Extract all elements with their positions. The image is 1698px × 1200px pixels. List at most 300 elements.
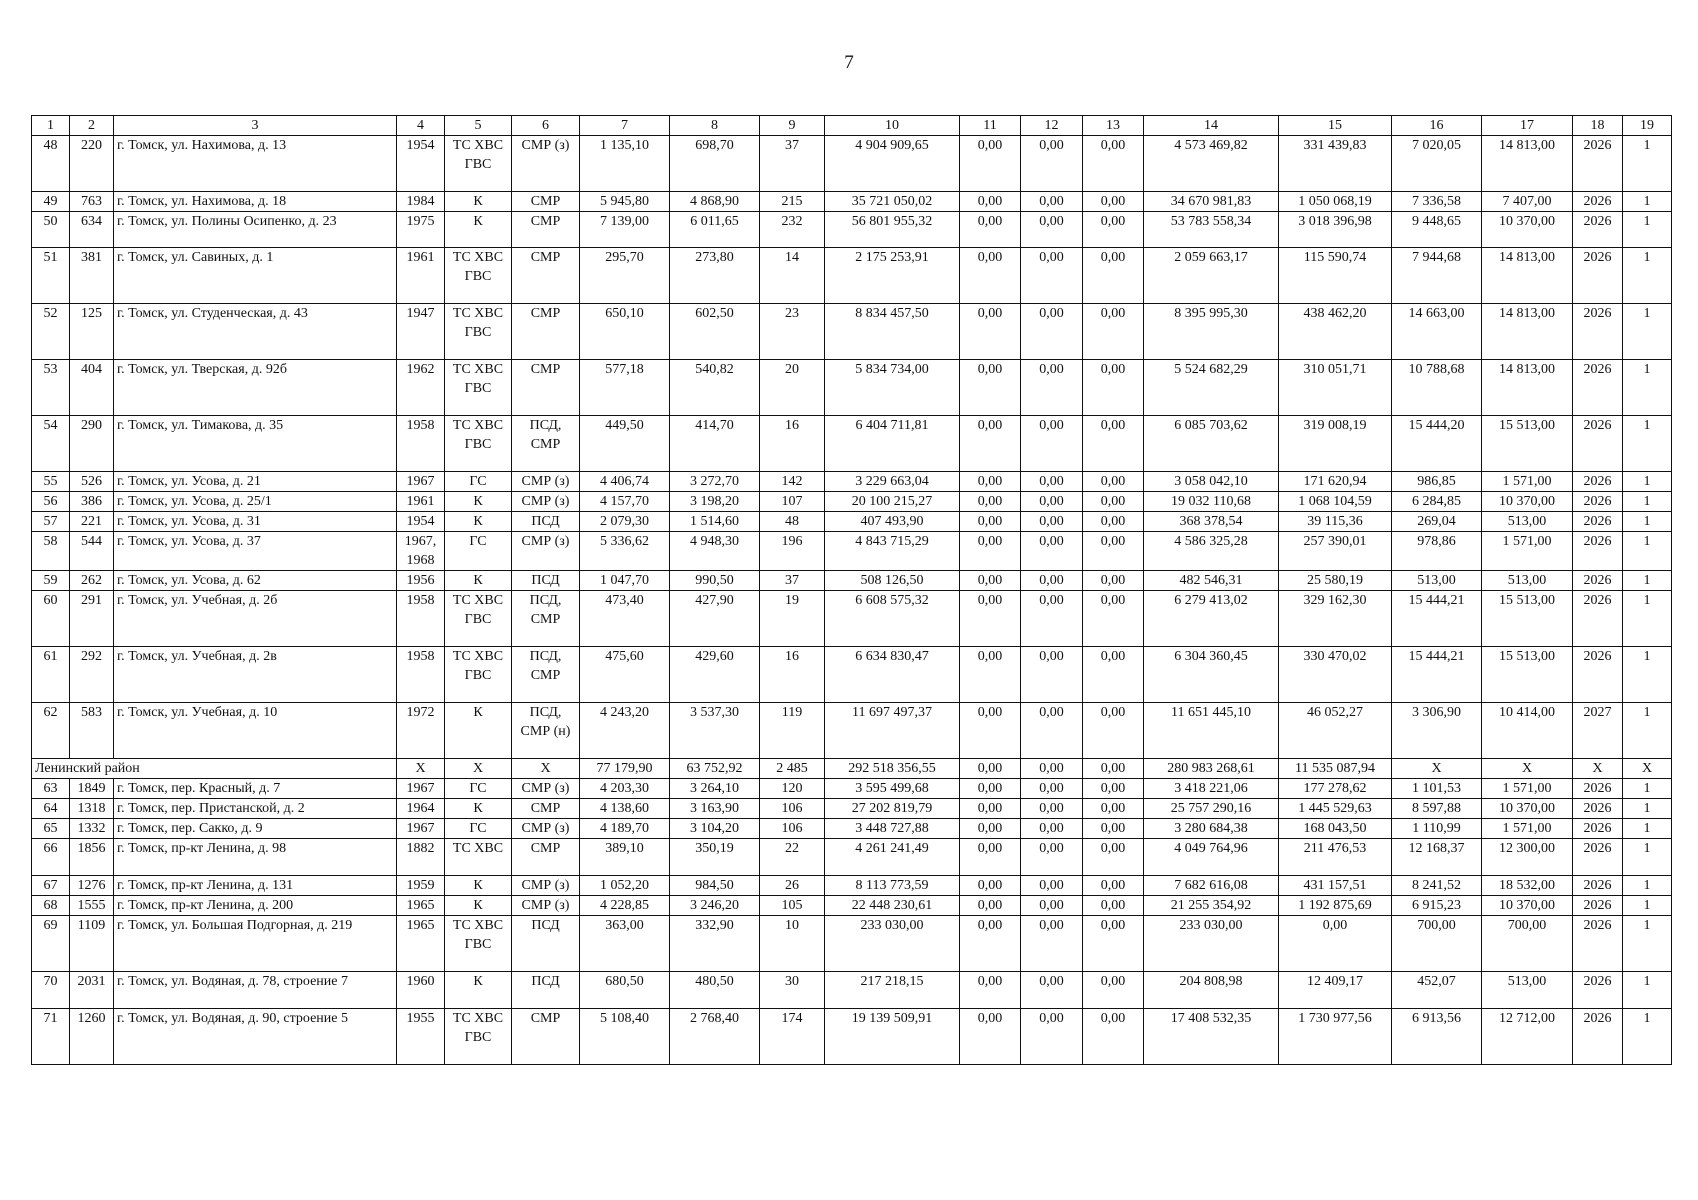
systems-cell: К [445, 212, 512, 248]
address-cell: г. Томск, ул. Учебная, д. 2в [114, 647, 397, 703]
value-cell-col-15: 177 278,62 [1279, 779, 1392, 799]
value-cell-col-15: 329 162,30 [1279, 591, 1392, 647]
value-cell-col-10: 20 100 215,27 [825, 492, 960, 512]
year-cell: 1965 [397, 896, 445, 916]
row-number-cell: 58 [32, 532, 70, 571]
value-cell-col-17: 1 571,00 [1482, 532, 1573, 571]
value-cell-col-10: 6 634 830,47 [825, 647, 960, 703]
value-cell-col-13: 0,00 [1083, 779, 1144, 799]
value-cell-col-17: 18 532,00 [1482, 876, 1573, 896]
value-cell-col-16: 1 110,99 [1392, 819, 1482, 839]
works-type-cell: СМР (з) [512, 492, 580, 512]
value-cell-col-11: 0,00 [960, 192, 1021, 212]
value-cell-col-18: 2026 [1573, 779, 1623, 799]
value-cell-col-16: 14 663,00 [1392, 304, 1482, 360]
row-number-cell: 68 [32, 896, 70, 916]
value-cell-col-12: 0,00 [1021, 703, 1083, 759]
value-cell-col-8: 3 264,10 [670, 779, 760, 799]
value-cell-col-18: 2026 [1573, 647, 1623, 703]
value-cell-col-10: 508 126,50 [825, 571, 960, 591]
year-cell: 1958 [397, 647, 445, 703]
value-cell-col-15: 115 590,74 [1279, 248, 1392, 304]
house-id-cell: 763 [70, 192, 114, 212]
value-cell-col-13: 0,00 [1083, 192, 1144, 212]
house-id-cell: 634 [70, 212, 114, 248]
value-cell-col-16: 10 788,68 [1392, 360, 1482, 416]
value-cell-col-7: 2 079,30 [580, 512, 670, 532]
value-cell-col-11: 0,00 [960, 472, 1021, 492]
value-cell-col-18: 2026 [1573, 192, 1623, 212]
house-id-cell: 291 [70, 591, 114, 647]
works-type-cell: ПСД [512, 571, 580, 591]
value-cell-col-12: 0,00 [1021, 532, 1083, 571]
value-cell-col-12: 0,00 [1021, 416, 1083, 472]
value-cell-col-13: 0,00 [1083, 591, 1144, 647]
row-number-cell: 66 [32, 839, 70, 876]
value-cell-col-18: 2026 [1573, 472, 1623, 492]
value-cell-col-18: 2026 [1573, 304, 1623, 360]
year-cell: 1958 [397, 591, 445, 647]
value-cell-col-10: 6 608 575,32 [825, 591, 960, 647]
column-number-header: 12 [1021, 116, 1083, 136]
value-cell-col-13: 0,00 [1083, 839, 1144, 876]
value-cell-col-15: 257 390,01 [1279, 532, 1392, 571]
district-total-col-12: 0,00 [1021, 759, 1083, 779]
value-cell-col-10: 5 834 734,00 [825, 360, 960, 416]
value-cell-col-18: 2026 [1573, 876, 1623, 896]
value-cell-col-19: 1 [1623, 779, 1672, 799]
value-cell-col-17: 513,00 [1482, 512, 1573, 532]
systems-cell: К [445, 896, 512, 916]
value-cell-col-15: 310 051,71 [1279, 360, 1392, 416]
year-cell: 1975 [397, 212, 445, 248]
value-cell-col-17: 1 571,00 [1482, 779, 1573, 799]
value-cell-col-7: 577,18 [580, 360, 670, 416]
table-row [32, 136, 1672, 192]
value-cell-col-13: 0,00 [1083, 876, 1144, 896]
value-cell-col-8: 429,60 [670, 647, 760, 703]
page-number: 7 [844, 52, 854, 73]
value-cell-col-19: 1 [1623, 492, 1672, 512]
row-number-cell: 55 [32, 472, 70, 492]
value-cell-col-9: 16 [760, 647, 825, 703]
row-number-cell: 54 [32, 416, 70, 472]
district-total-col-6: X [512, 759, 580, 779]
value-cell-col-18: 2026 [1573, 591, 1623, 647]
value-cell-col-14: 368 378,54 [1144, 512, 1279, 532]
table-row [32, 571, 1672, 591]
value-cell-col-16: 7 020,05 [1392, 136, 1482, 192]
value-cell-col-10: 56 801 955,32 [825, 212, 960, 248]
house-id-cell: 290 [70, 416, 114, 472]
value-cell-col-12: 0,00 [1021, 916, 1083, 972]
year-cell: 1967 [397, 472, 445, 492]
value-cell-col-8: 273,80 [670, 248, 760, 304]
year-cell: 1967 [397, 819, 445, 839]
row-number-cell: 48 [32, 136, 70, 192]
value-cell-col-17: 1 571,00 [1482, 819, 1573, 839]
year-cell: 1954 [397, 136, 445, 192]
column-number-header: 4 [397, 116, 445, 136]
value-cell-col-16: 6 915,23 [1392, 896, 1482, 916]
systems-cell: ГС [445, 472, 512, 492]
value-cell-col-9: 14 [760, 248, 825, 304]
address-cell: г. Томск, ул. Нахимова, д. 13 [114, 136, 397, 192]
value-cell-col-14: 482 546,31 [1144, 571, 1279, 591]
column-number-header: 5 [445, 116, 512, 136]
address-cell: г. Томск, ул. Усова, д. 37 [114, 532, 397, 571]
table-row [32, 416, 1672, 472]
value-cell-col-14: 17 408 532,35 [1144, 1009, 1279, 1065]
value-cell-col-7: 4 203,30 [580, 779, 670, 799]
value-cell-col-14: 2 059 663,17 [1144, 248, 1279, 304]
works-type-cell: СМР (з) [512, 876, 580, 896]
address-cell: г. Томск, ул. Студенческая, д. 43 [114, 304, 397, 360]
systems-cell: ТС ХВС ГВС [445, 647, 512, 703]
address-cell: г. Томск, ул. Тимакова, д. 35 [114, 416, 397, 472]
table-row [32, 591, 1672, 647]
value-cell-col-15: 12 409,17 [1279, 972, 1392, 1009]
value-cell-col-15: 330 470,02 [1279, 647, 1392, 703]
value-cell-col-14: 7 682 616,08 [1144, 876, 1279, 896]
value-cell-col-12: 0,00 [1021, 492, 1083, 512]
systems-cell: ГС [445, 819, 512, 839]
value-cell-col-8: 427,90 [670, 591, 760, 647]
value-cell-col-9: 119 [760, 703, 825, 759]
value-cell-col-10: 11 697 497,37 [825, 703, 960, 759]
value-cell-col-15: 1 445 529,63 [1279, 799, 1392, 819]
row-number-cell: 63 [32, 779, 70, 799]
value-cell-col-11: 0,00 [960, 512, 1021, 532]
value-cell-col-19: 1 [1623, 212, 1672, 248]
row-number-cell: 59 [32, 571, 70, 591]
value-cell-col-11: 0,00 [960, 492, 1021, 512]
value-cell-col-10: 8 834 457,50 [825, 304, 960, 360]
value-cell-col-17: 10 370,00 [1482, 799, 1573, 819]
address-cell: г. Томск, ул. Учебная, д. 10 [114, 703, 397, 759]
value-cell-col-12: 0,00 [1021, 192, 1083, 212]
value-cell-col-18: 2026 [1573, 916, 1623, 972]
value-cell-col-15: 1 068 104,59 [1279, 492, 1392, 512]
year-cell: 1960 [397, 972, 445, 1009]
value-cell-col-8: 602,50 [670, 304, 760, 360]
year-cell: 1972 [397, 703, 445, 759]
works-type-cell: СМР [512, 192, 580, 212]
works-type-cell: СМР [512, 248, 580, 304]
house-id-cell: 221 [70, 512, 114, 532]
value-cell-col-12: 0,00 [1021, 472, 1083, 492]
year-cell: 1965 [397, 916, 445, 972]
systems-cell: К [445, 972, 512, 1009]
value-cell-col-13: 0,00 [1083, 472, 1144, 492]
value-cell-col-9: 48 [760, 512, 825, 532]
systems-cell: К [445, 876, 512, 896]
value-cell-col-12: 0,00 [1021, 512, 1083, 532]
year-cell: 1947 [397, 304, 445, 360]
value-cell-col-11: 0,00 [960, 799, 1021, 819]
value-cell-col-19: 1 [1623, 571, 1672, 591]
address-cell: г. Томск, пр-кт Ленина, д. 200 [114, 896, 397, 916]
district-subtotal-row [32, 759, 1672, 779]
value-cell-col-14: 3 058 042,10 [1144, 472, 1279, 492]
value-cell-col-15: 1 730 977,56 [1279, 1009, 1392, 1065]
value-cell-col-17: 10 370,00 [1482, 492, 1573, 512]
address-cell: г. Томск, ул. Водяная, д. 90, строение 5 [114, 1009, 397, 1065]
value-cell-col-7: 389,10 [580, 839, 670, 876]
table-row [32, 192, 1672, 212]
address-cell: г. Томск, ул. Усова, д. 31 [114, 512, 397, 532]
value-cell-col-18: 2026 [1573, 360, 1623, 416]
district-total-col-11: 0,00 [960, 759, 1021, 779]
value-cell-col-11: 0,00 [960, 416, 1021, 472]
value-cell-col-7: 650,10 [580, 304, 670, 360]
table-row [32, 360, 1672, 416]
value-cell-col-9: 30 [760, 972, 825, 1009]
value-cell-col-11: 0,00 [960, 591, 1021, 647]
value-cell-col-18: 2026 [1573, 799, 1623, 819]
works-type-cell: ПСД, СМР [512, 647, 580, 703]
value-cell-col-12: 0,00 [1021, 1009, 1083, 1065]
row-number-cell: 64 [32, 799, 70, 819]
table-row [32, 876, 1672, 896]
row-number-cell: 60 [32, 591, 70, 647]
value-cell-col-11: 0,00 [960, 571, 1021, 591]
row-number-cell: 69 [32, 916, 70, 972]
systems-cell: ТС ХВС ГВС [445, 304, 512, 360]
value-cell-col-7: 4 138,60 [580, 799, 670, 819]
value-cell-col-12: 0,00 [1021, 591, 1083, 647]
value-cell-col-10: 233 030,00 [825, 916, 960, 972]
row-number-cell: 53 [32, 360, 70, 416]
value-cell-col-8: 990,50 [670, 571, 760, 591]
value-cell-col-10: 3 229 663,04 [825, 472, 960, 492]
district-total-col-7: 77 179,90 [580, 759, 670, 779]
column-number-header: 2 [70, 116, 114, 136]
value-cell-col-15: 39 115,36 [1279, 512, 1392, 532]
value-cell-col-12: 0,00 [1021, 248, 1083, 304]
value-cell-col-10: 407 493,90 [825, 512, 960, 532]
column-number-header: 17 [1482, 116, 1573, 136]
row-number-cell: 71 [32, 1009, 70, 1065]
value-cell-col-16: 8 597,88 [1392, 799, 1482, 819]
value-cell-col-8: 698,70 [670, 136, 760, 192]
value-cell-col-14: 21 255 354,92 [1144, 896, 1279, 916]
value-cell-col-9: 215 [760, 192, 825, 212]
row-number-cell: 49 [32, 192, 70, 212]
value-cell-col-9: 37 [760, 136, 825, 192]
value-cell-col-17: 10 370,00 [1482, 896, 1573, 916]
value-cell-col-14: 19 032 110,68 [1144, 492, 1279, 512]
value-cell-col-10: 4 904 909,65 [825, 136, 960, 192]
value-cell-col-12: 0,00 [1021, 972, 1083, 1009]
district-total-col-18: X [1573, 759, 1623, 779]
value-cell-col-13: 0,00 [1083, 212, 1144, 248]
value-cell-col-7: 680,50 [580, 972, 670, 1009]
house-id-cell: 386 [70, 492, 114, 512]
value-cell-col-19: 1 [1623, 839, 1672, 876]
address-cell: г. Томск, ул. Усова, д. 62 [114, 571, 397, 591]
works-type-cell: СМР [512, 1009, 580, 1065]
value-cell-col-19: 1 [1623, 916, 1672, 972]
value-cell-col-15: 211 476,53 [1279, 839, 1392, 876]
works-type-cell: СМР (з) [512, 136, 580, 192]
value-cell-col-19: 1 [1623, 304, 1672, 360]
value-cell-col-7: 7 139,00 [580, 212, 670, 248]
value-cell-col-14: 4 586 325,28 [1144, 532, 1279, 571]
value-cell-col-9: 142 [760, 472, 825, 492]
row-number-cell: 56 [32, 492, 70, 512]
column-number-header: 6 [512, 116, 580, 136]
year-cell: 1984 [397, 192, 445, 212]
value-cell-col-7: 5 336,62 [580, 532, 670, 571]
value-cell-col-17: 14 813,00 [1482, 248, 1573, 304]
value-cell-col-9: 10 [760, 916, 825, 972]
value-cell-col-11: 0,00 [960, 972, 1021, 1009]
value-cell-col-10: 4 261 241,49 [825, 839, 960, 876]
value-cell-col-16: 9 448,65 [1392, 212, 1482, 248]
value-cell-col-8: 2 768,40 [670, 1009, 760, 1065]
value-cell-col-17: 10 414,00 [1482, 703, 1573, 759]
column-number-header: 15 [1279, 116, 1392, 136]
value-cell-col-12: 0,00 [1021, 876, 1083, 896]
value-cell-col-13: 0,00 [1083, 1009, 1144, 1065]
district-total-col-10: 292 518 356,55 [825, 759, 960, 779]
value-cell-col-14: 4 049 764,96 [1144, 839, 1279, 876]
value-cell-col-17: 12 712,00 [1482, 1009, 1573, 1065]
value-cell-col-15: 331 439,83 [1279, 136, 1392, 192]
table-row [32, 972, 1672, 1009]
systems-cell: ТС ХВС ГВС [445, 416, 512, 472]
house-id-cell: 1555 [70, 896, 114, 916]
column-number-header: 7 [580, 116, 670, 136]
value-cell-col-11: 0,00 [960, 136, 1021, 192]
house-id-cell: 220 [70, 136, 114, 192]
value-cell-col-13: 0,00 [1083, 304, 1144, 360]
value-cell-col-12: 0,00 [1021, 571, 1083, 591]
value-cell-col-13: 0,00 [1083, 972, 1144, 1009]
value-cell-col-7: 4 228,85 [580, 896, 670, 916]
value-cell-col-19: 1 [1623, 416, 1672, 472]
value-cell-col-16: 700,00 [1392, 916, 1482, 972]
value-cell-col-8: 480,50 [670, 972, 760, 1009]
value-cell-col-7: 295,70 [580, 248, 670, 304]
value-cell-col-13: 0,00 [1083, 916, 1144, 972]
value-cell-col-19: 1 [1623, 248, 1672, 304]
house-id-cell: 526 [70, 472, 114, 492]
column-number-header: 9 [760, 116, 825, 136]
house-id-cell: 262 [70, 571, 114, 591]
row-number-cell: 57 [32, 512, 70, 532]
systems-cell: К [445, 492, 512, 512]
row-number-cell: 51 [32, 248, 70, 304]
works-type-cell: ПСД, СМР [512, 591, 580, 647]
row-number-cell: 67 [32, 876, 70, 896]
value-cell-col-14: 4 573 469,82 [1144, 136, 1279, 192]
value-cell-col-8: 984,50 [670, 876, 760, 896]
table-row [32, 1009, 1672, 1065]
row-number-cell: 50 [32, 212, 70, 248]
value-cell-col-9: 16 [760, 416, 825, 472]
value-cell-col-15: 25 580,19 [1279, 571, 1392, 591]
value-cell-col-8: 6 011,65 [670, 212, 760, 248]
value-cell-col-16: 15 444,21 [1392, 647, 1482, 703]
value-cell-col-7: 473,40 [580, 591, 670, 647]
value-cell-col-10: 3 448 727,88 [825, 819, 960, 839]
value-cell-col-12: 0,00 [1021, 896, 1083, 916]
house-id-cell: 544 [70, 532, 114, 571]
works-type-cell: СМР [512, 212, 580, 248]
house-id-cell: 1318 [70, 799, 114, 819]
value-cell-col-9: 174 [760, 1009, 825, 1065]
row-number-cell: 62 [32, 703, 70, 759]
value-cell-col-15: 168 043,50 [1279, 819, 1392, 839]
value-cell-col-9: 107 [760, 492, 825, 512]
value-cell-col-8: 540,82 [670, 360, 760, 416]
value-cell-col-9: 196 [760, 532, 825, 571]
value-cell-col-10: 19 139 509,91 [825, 1009, 960, 1065]
value-cell-col-19: 1 [1623, 647, 1672, 703]
value-cell-col-7: 5 945,80 [580, 192, 670, 212]
district-total-col-13: 0,00 [1083, 759, 1144, 779]
value-cell-col-8: 4 948,30 [670, 532, 760, 571]
value-cell-col-8: 3 272,70 [670, 472, 760, 492]
works-type-cell: СМР [512, 304, 580, 360]
value-cell-col-10: 4 843 715,29 [825, 532, 960, 571]
value-cell-col-16: 6 913,56 [1392, 1009, 1482, 1065]
value-cell-col-16: 269,04 [1392, 512, 1482, 532]
value-cell-col-7: 475,60 [580, 647, 670, 703]
value-cell-col-17: 15 513,00 [1482, 591, 1573, 647]
column-number-header: 1 [32, 116, 70, 136]
value-cell-col-10: 22 448 230,61 [825, 896, 960, 916]
works-type-cell: СМР (з) [512, 896, 580, 916]
column-number-header: 18 [1573, 116, 1623, 136]
value-cell-col-19: 1 [1623, 136, 1672, 192]
value-cell-col-14: 3 280 684,38 [1144, 819, 1279, 839]
value-cell-col-10: 2 175 253,91 [825, 248, 960, 304]
table-row [32, 212, 1672, 248]
district-total-col-15: 11 535 087,94 [1279, 759, 1392, 779]
value-cell-col-12: 0,00 [1021, 360, 1083, 416]
value-cell-col-7: 4 406,74 [580, 472, 670, 492]
value-cell-col-8: 3 163,90 [670, 799, 760, 819]
district-total-col-4: X [397, 759, 445, 779]
value-cell-col-16: 12 168,37 [1392, 839, 1482, 876]
address-cell: г. Томск, ул. Водяная, д. 78, строение 7 [114, 972, 397, 1009]
value-cell-col-18: 2026 [1573, 571, 1623, 591]
value-cell-col-19: 1 [1623, 591, 1672, 647]
value-cell-col-11: 0,00 [960, 839, 1021, 876]
value-cell-col-7: 5 108,40 [580, 1009, 670, 1065]
value-cell-col-13: 0,00 [1083, 703, 1144, 759]
value-cell-col-17: 513,00 [1482, 972, 1573, 1009]
value-cell-col-18: 2026 [1573, 136, 1623, 192]
value-cell-col-17: 10 370,00 [1482, 212, 1573, 248]
value-cell-col-17: 700,00 [1482, 916, 1573, 972]
systems-cell: К [445, 703, 512, 759]
district-total-col-14: 280 983 268,61 [1144, 759, 1279, 779]
year-cell: 1961 [397, 248, 445, 304]
value-cell-col-15: 1 192 875,69 [1279, 896, 1392, 916]
systems-cell: ТС ХВС ГВС [445, 248, 512, 304]
table-row [32, 896, 1672, 916]
address-cell: г. Томск, ул. Усова, д. 25/1 [114, 492, 397, 512]
value-cell-col-9: 26 [760, 876, 825, 896]
value-cell-col-15: 171 620,94 [1279, 472, 1392, 492]
column-number-header: 13 [1083, 116, 1144, 136]
systems-cell: К [445, 799, 512, 819]
house-id-cell: 1849 [70, 779, 114, 799]
